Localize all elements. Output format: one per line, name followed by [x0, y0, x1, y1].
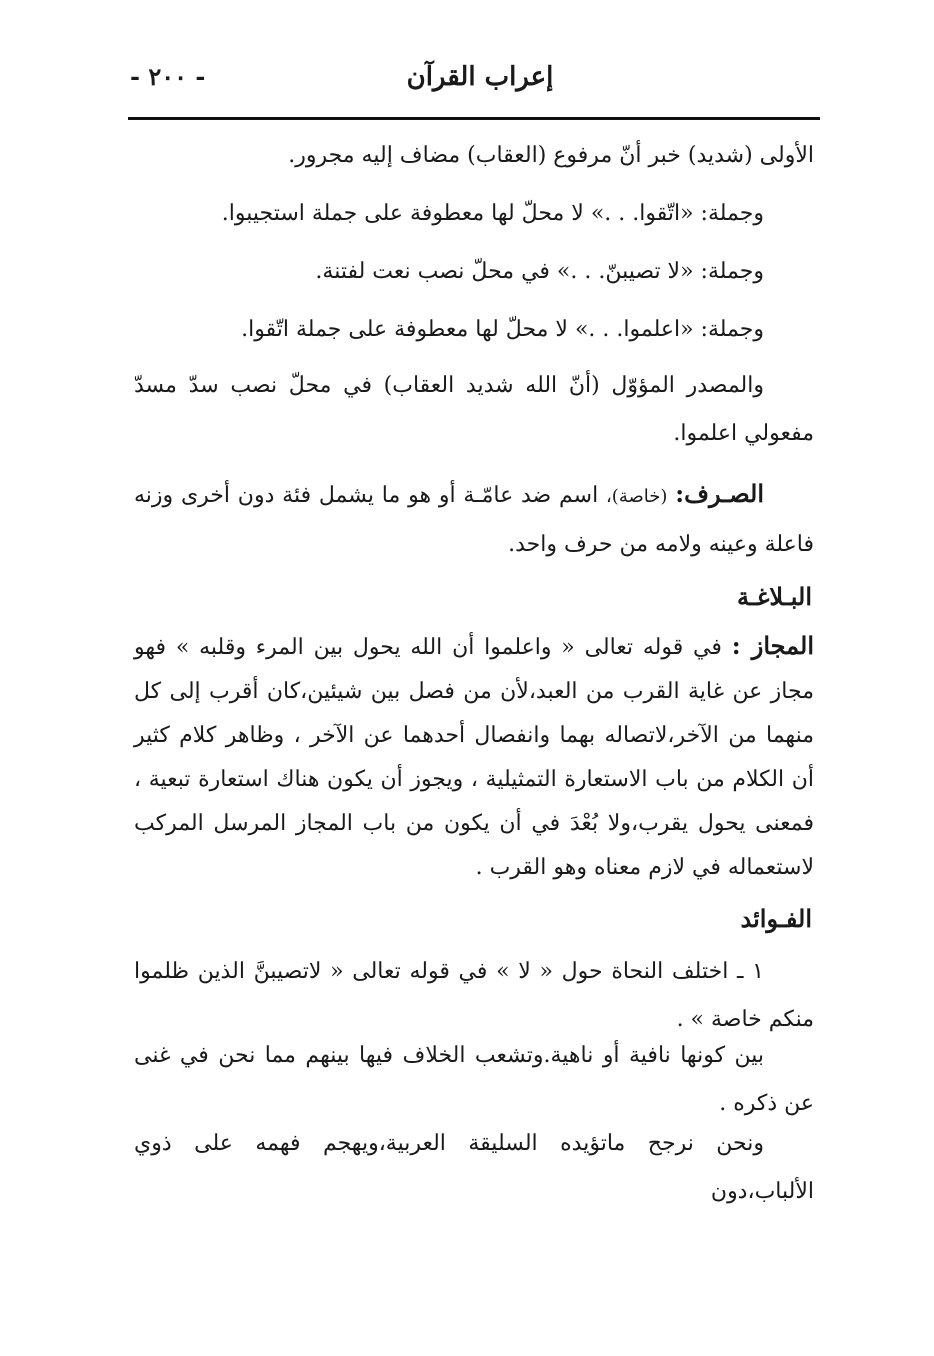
fawaid-paragraph-3: ونحن نرجح ماتؤيده السليقة العربية،ويهجم فهمه على ذوي الألباب،دون [134, 1131, 814, 1204]
header-rule [128, 117, 820, 120]
irab-paragraph-5: والمصدر المؤوّل (أنّ الله شديد العقاب) في محلّ نصب سدّ مسدّ مفعولي اعلموا. [134, 373, 814, 446]
irab-paragraph-2: وجملة: «اتّقوا. . .» لا محلّ لها معطوفة على جملة استجيبوا. [221, 201, 764, 226]
irab-paragraph-3: وجملة: «لا تصيبنّ. . .» في محلّ نصب نعت لفتنة. [315, 259, 764, 284]
sarf-text: اسم ضد عامّـة أو هو ما يشمل فئة دون أخرى وزنه فاعلة وعينه ولامه من حرف واحد. [134, 483, 814, 557]
sarf-label: الصـرف: [675, 479, 765, 508]
fawaid-paragraph-1: ١ ـ اختلف النحاة حول « لا » في قوله تعالى « لاتصيبنَّ الذين ظلموا منكم خاصة » . [134, 959, 814, 1032]
irab-paragraph-4: وجملة: «اعلموا. . .» لا محلّ لها معطوفة على جملة اتّقوا. [241, 317, 764, 342]
page-header [130, 62, 818, 106]
fawaid-paragraph-2: بين كونها نافية أو ناهية.وتشعب الخلاف فيها بينهم مما نحن في غنى عن ذكره . [134, 1043, 814, 1116]
book-title: إعراب القرآن [406, 62, 554, 92]
sarf-word: (خاصة)، [606, 486, 668, 507]
page-number: - ٢٠٠ - [130, 62, 206, 91]
fawaid-heading: الفـوائد [740, 904, 812, 933]
majaz-text: في قوله تعالى « واعلموا أن الله يحول بين المرء وقلبه » فهو مجاز عن غاية القرب من العبد،لأن من فصل بين شيئين،كان أقرب إلى كل منهما من الآخر،لاتصاله بهما وانفصال أحدهما عن الآخر ، وظاهر كلام كثير أن الكلام من باب الاستعارة التمثيلية ، ويجوز أن يكون هناك استعارة تبعية ، فمعنى يحول يقرب،ولا بُعْدَ في أن يكون من باب المجاز المرسل المركب لاستعماله في لازم معناه وهو القرب . [134, 635, 814, 880]
sarf-paragraph [134, 470, 814, 569]
balagha-heading: البـلاغـة [736, 582, 812, 611]
majaz-label: المجاز : [731, 631, 814, 660]
irab-paragraph-1: الأولى (شديد) خبر أنّ مرفوع (العقاب) مضاف إليه مجرور. [288, 143, 814, 168]
balagha-paragraph [134, 624, 814, 890]
